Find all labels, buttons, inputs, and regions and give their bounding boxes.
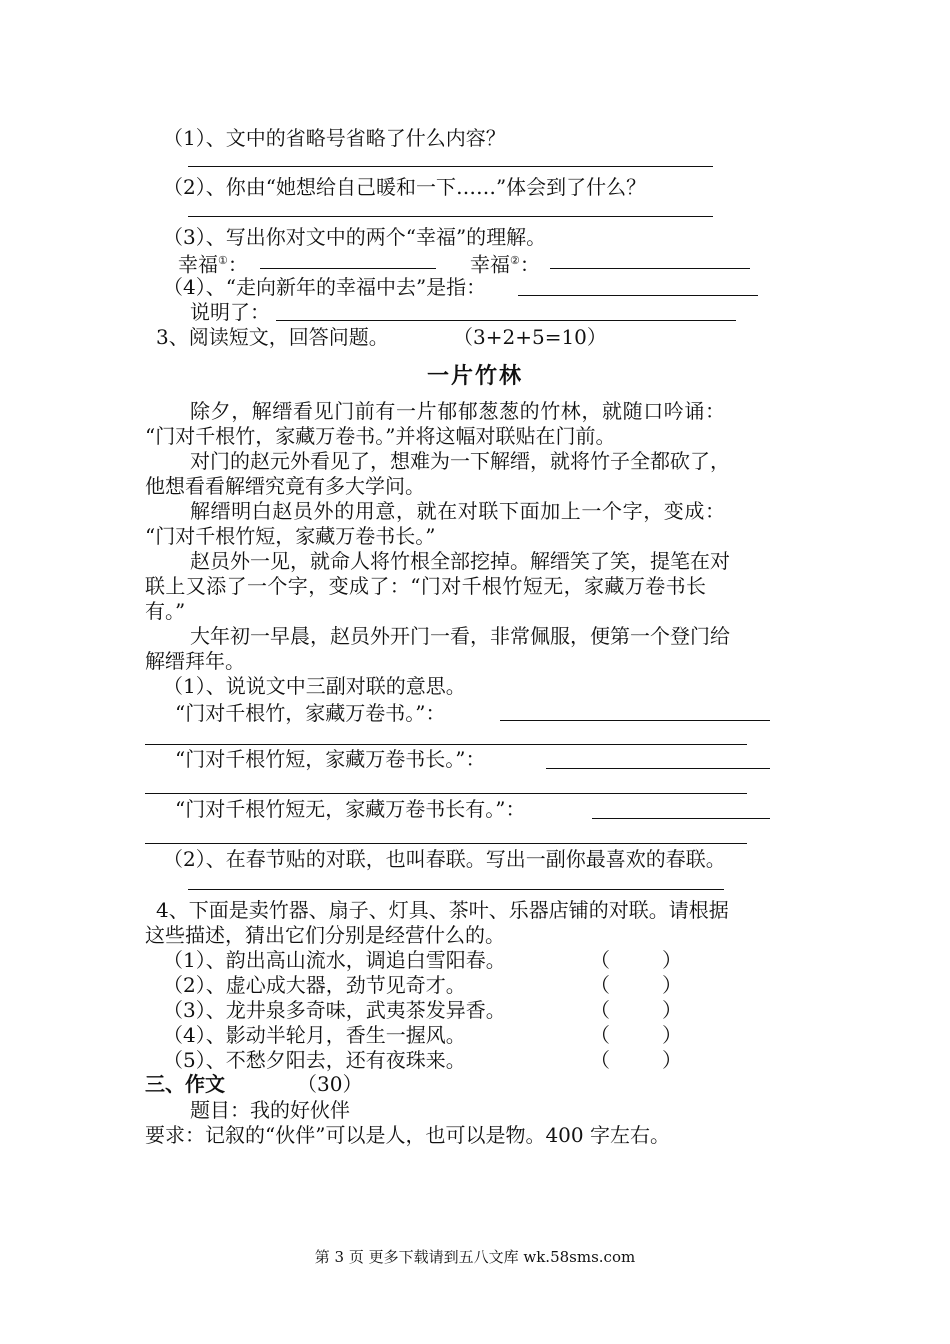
q3-sub2-answer-line[interactable] xyxy=(188,889,724,890)
q4-item-2-open-paren: （ xyxy=(590,973,610,997)
page-footer: 第 3 页 更多下载请到五八文库 wk.58sms.com xyxy=(314,1248,636,1266)
story-p5-line2: 解缙拜年。 xyxy=(145,649,245,673)
couplet-3-answer-line-a[interactable] xyxy=(592,818,770,819)
story-p1-line1: 除夕，解缙看见门前有一片郁郁葱葱的竹林，就随口吟诵： xyxy=(190,399,726,423)
story-p3-line1: 解缙明白赵员外的用意，就在对联下面加上一个字，变成： xyxy=(190,499,726,523)
circled-2-mark: ② xyxy=(510,254,520,267)
q2-sub3: （3）、写出你对文中的两个“幸福”的理解。 xyxy=(163,225,547,249)
section3-heading: 三、作文 xyxy=(145,1072,225,1096)
story-p4-line1: 赵员外一见，就命人将竹根全部挖掉。解缙笑了笑，提笔在对 xyxy=(190,549,730,573)
couplet-2: “门对千根竹短，家藏万卷书长。”： xyxy=(175,747,486,771)
q3-sub1: （1）、说说文中三副对联的意思。 xyxy=(163,674,466,698)
colon-1: ： xyxy=(227,252,248,277)
q4-item-4: （4）、影动半轮月，香生一握风。 xyxy=(163,1023,466,1047)
q2-sub2-answer-line[interactable] xyxy=(188,216,713,217)
xingfu-1-text: 幸福 xyxy=(178,252,218,277)
q2-sub1-answer-line[interactable] xyxy=(188,166,713,167)
story-p2-line2: 他想看看解缙究竟有多大学问。 xyxy=(145,474,425,498)
q4-item-1-close-paren: ） xyxy=(662,948,682,972)
q3-sub2: （2）、在春节贴的对联，也叫春联。写出一副你最喜欢的春联。 xyxy=(163,847,726,871)
q4-item-4-open-paren: （ xyxy=(590,1023,610,1047)
q4-item-1: （1）、韵出高山流水，调追白雪阳春。 xyxy=(163,948,506,972)
couplet-1-answer-line-b[interactable] xyxy=(145,744,747,745)
story-p4-line3: 有。” xyxy=(145,599,186,623)
xingfu-1-answer-line[interactable] xyxy=(260,268,436,269)
q3-score: （3+2+5=10） xyxy=(453,325,607,349)
q4-item-4-close-paren: ） xyxy=(662,1023,682,1047)
story-p3-line2: “门对千根竹短，家藏万卷书长。” xyxy=(145,524,436,548)
q4-item-3-open-paren: （ xyxy=(590,998,610,1022)
couplet-1: “门对千根竹，家藏万卷书。”： xyxy=(175,701,446,725)
q2-sub1: （1）、文中的省略号省略了什么内容？ xyxy=(163,126,506,150)
story-p5-line1: 大年初一早晨，赵员外开门一看，非常佩服，便第一个登门给 xyxy=(190,624,730,648)
story-p4-line2: 联上又添了一个字，变成了：“门对千根竹短无，家藏万卷书长 xyxy=(145,574,707,598)
q4-item-3: （3）、龙井泉多奇味，武夷茶发异香。 xyxy=(163,998,506,1022)
essay-requirement: 要求：记叙的“伙伴”可以是人，也可以是物。400 字左右。 xyxy=(145,1123,670,1147)
q4-item-5-open-paren: （ xyxy=(590,1048,610,1072)
story-p1-line2: “门对千根竹，家藏万卷书。”并将这幅对联贴在门前。 xyxy=(145,424,616,448)
story-p2-line1: 对门的赵元外看见了，想难为一下解缙，就将竹子全都砍了， xyxy=(190,449,730,473)
q2-sub4: （4）、“走向新年的幸福中去”是指： xyxy=(163,275,487,299)
q3-heading: 3、阅读短文，回答问题。 xyxy=(156,325,389,349)
story-title: 一片竹林 xyxy=(426,364,523,389)
circled-1-mark: ① xyxy=(218,254,228,267)
q2-sub2: （2）、你由“她想给自己暖和一下……”体会到了什么？ xyxy=(163,175,647,199)
q4-heading-line1: 4、下面是卖竹器、扇子、灯具、茶叶、乐器店铺的对联。请根据 xyxy=(156,898,729,922)
xingfu-2-answer-line[interactable] xyxy=(550,268,750,269)
couplet-2-answer-line-a[interactable] xyxy=(546,768,770,769)
q4-item-2: （2）、虚心成大器，劲节见奇才。 xyxy=(163,973,466,997)
couplet-1-answer-line-a[interactable] xyxy=(500,720,770,721)
couplet-3: “门对千根竹短无，家藏万卷书长有。”： xyxy=(175,797,526,821)
couplet-2-answer-line-b[interactable] xyxy=(145,793,747,794)
q4-item-5-close-paren: ） xyxy=(662,1048,682,1072)
q4-item-1-open-paren: （ xyxy=(590,948,610,972)
colon-2: ： xyxy=(519,252,540,277)
shuoming-label: 说明了： xyxy=(190,300,270,324)
q2-sub4-answer-line[interactable] xyxy=(518,295,758,296)
q4-item-3-close-paren: ） xyxy=(662,998,682,1022)
xingfu-2-text: 幸福 xyxy=(470,252,510,277)
q4-item-5: （5）、不愁夕阳去，还有夜珠来。 xyxy=(163,1048,466,1072)
essay-topic: 题目：我的好伙伴 xyxy=(190,1098,350,1122)
couplet-3-answer-line-b[interactable] xyxy=(145,843,747,844)
shuoming-answer-line[interactable] xyxy=(276,320,736,321)
section3-score: （30） xyxy=(297,1072,363,1096)
q4-item-2-close-paren: ） xyxy=(662,973,682,997)
q4-heading-line2: 这些描述，猜出它们分别是经营什么的。 xyxy=(145,923,505,947)
